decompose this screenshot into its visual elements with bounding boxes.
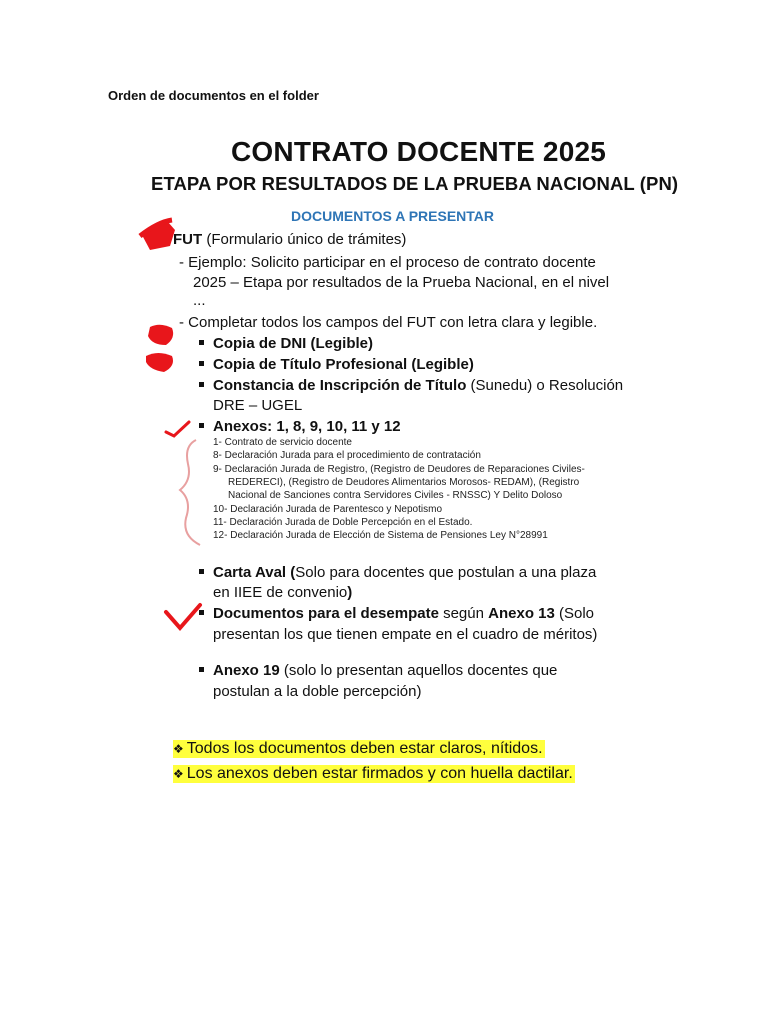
anexo-item: 8- Declaración Jurada para el procedimiento de contratación: [213, 450, 481, 461]
red-scribble-titulo: [146, 353, 173, 372]
anexo-item: 11- Declaración Jurada de Doble Percepción en el Estado.: [213, 517, 473, 528]
item-constancia-line2: DRE – UGEL: [213, 397, 303, 414]
bullet-square-icon: [199, 382, 204, 387]
red-brace-anexos: [180, 440, 200, 545]
note-claros: ❖ Todos los documentos deben estar claros, nítidos.: [173, 740, 543, 757]
bullet-square-icon: [199, 423, 204, 428]
document-title: CONTRATO DOCENTE 2025: [231, 136, 607, 167]
item-dni: Copia de DNI (Legible): [199, 335, 373, 352]
anexo-item: Nacional de Sanciones contra Servidores Civiles - RNSSC) Y Delito Doloso: [228, 490, 563, 501]
red-check-desempate: [166, 605, 200, 628]
item-constancia: Constancia de Inscripción de Título (Sunedu) o Resolución: [199, 377, 623, 394]
anexo-item: 1- Contrato de servicio docente: [213, 437, 352, 448]
fut-example-line2: 2025 – Etapa por resultados de la Prueba Nacional, en el nivel: [193, 274, 610, 291]
bullet-square-icon: [199, 361, 204, 366]
diamond-bullet-icon: ❖: [173, 742, 184, 756]
anexo-item: 12- Declaración Jurada de Elección de Sistema de Pensiones Ley N°28991: [213, 530, 548, 541]
item-anexos: Anexos: 1, 8, 9, 10, 11 y 12: [199, 418, 401, 435]
anexo-item: REDERECI), (Registro de Deudores Alimentarios Morosos- REDAM), (Registro: [228, 477, 580, 488]
fut-label: FUT: [173, 231, 203, 248]
bullet-square-icon: [199, 569, 204, 574]
item-anexo19: Anexo 19 (solo lo presentan aquellos docentes que: [199, 662, 557, 679]
section-title: DOCUMENTOS A PRESENTAR: [291, 208, 495, 224]
note-firmados: ❖ Los anexos deben estar firmados y con huella dactilar.: [173, 765, 573, 782]
anexo-item: 10- Declaración Jurada de Parentesco y Nepotismo: [213, 504, 443, 515]
item-carta-line2: en IIEE de convenio): [213, 584, 353, 601]
fut-example-line1: - Ejemplo: Solicito participar en el proceso de contrato docente: [179, 254, 596, 271]
red-scribble-dni: [148, 325, 173, 345]
fut-example-line3: ...: [193, 292, 206, 309]
fut-line: [173, 231, 406, 248]
item-carta: Carta Aval (Solo para docentes que postulan a una plaza: [199, 564, 596, 581]
fut-complete: - Completar todos los campos del FUT con letra clara y legible.: [179, 314, 598, 331]
item-anexo19-line2: postulan a la doble percepción): [213, 683, 422, 700]
page-heading: Orden de documentos en el folder: [108, 88, 319, 103]
document-subtitle: ETAPA POR RESULTADOS DE LA PRUEBA NACIONAL (PN): [151, 173, 679, 194]
diamond-bullet-icon: ❖: [173, 767, 184, 781]
bullet-square-icon: [199, 610, 204, 615]
bullet-square-icon: [199, 340, 204, 345]
fut-desc: (Formulario único de trámites): [206, 231, 407, 248]
red-check-anexos: [166, 422, 189, 436]
bullet-square-icon: [199, 667, 204, 672]
item-titulo: Copia de Título Profesional (Legible): [199, 356, 474, 373]
item-desempate-line2: presentan los que tienen empate en el cuadro de méritos): [213, 626, 598, 643]
anexo-item: 9- Declaración Jurada de Registro, (Registro de Deudores de Reparaciones Civiles-: [213, 464, 585, 475]
item-desempate: Documentos para el desempate según Anexo 13 (Solo: [199, 605, 594, 622]
